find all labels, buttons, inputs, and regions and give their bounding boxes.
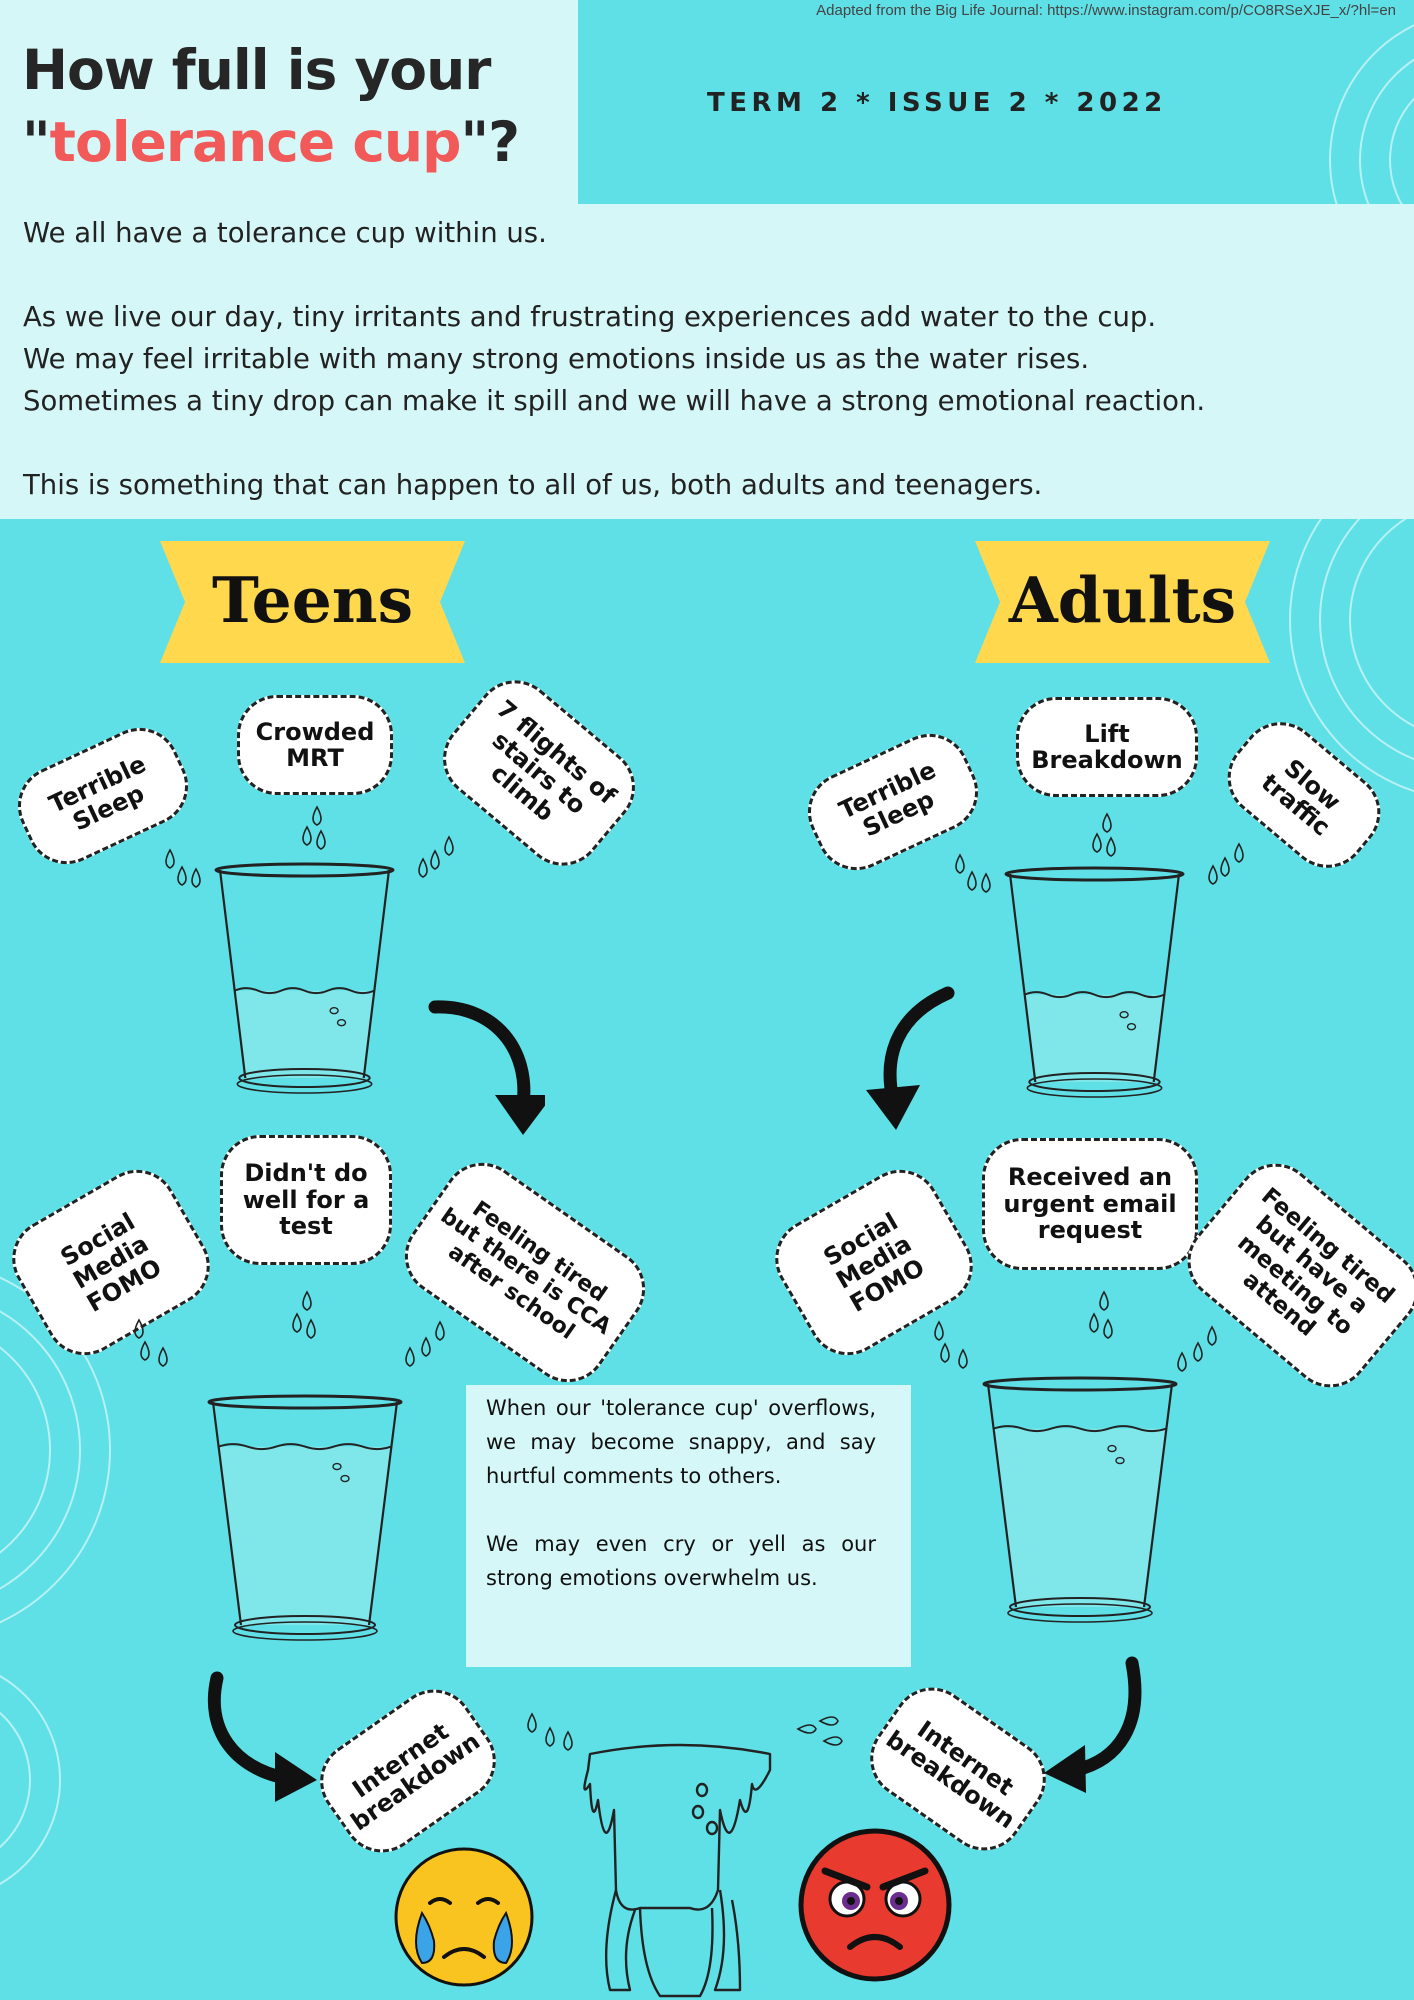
- intro-paragraph-2-line-1: As we live our day, tiny irritants and frustrating experiences add water to the cup.: [23, 301, 1157, 333]
- title-quote-open: ": [22, 110, 50, 174]
- adults-stressor-bubble: Terrible Sleep: [795, 721, 991, 883]
- intro-paragraph-3: This is something that can happen to all of us, both adults and teenagers.: [23, 469, 1043, 501]
- water-drops-icon: [285, 1290, 325, 1345]
- adults-stressor-bubble: Lift Breakdown: [1016, 697, 1198, 797]
- teens-final-trigger-bubble: Internet breakdown: [305, 1674, 512, 1868]
- overflowing-cup-icon: [580, 1740, 780, 2000]
- intro-paragraph-1: We all have a tolerance cup within us.: [23, 217, 547, 249]
- water-drops-icon: [1205, 842, 1255, 887]
- teens-heading: Teens: [211, 563, 414, 637]
- title-panel: [0, 0, 578, 204]
- water-drops-icon: [1172, 1325, 1227, 1375]
- water-drops-icon: [125, 1318, 180, 1373]
- info-paragraph-1: When our 'tolerance cup' overflows, we may become snappy, and say hurtful comments to others.: [486, 1396, 876, 1488]
- curved-arrow-icon: [205, 1670, 320, 1805]
- teens-stressor-bubble: Crowded MRT: [237, 695, 393, 795]
- curved-arrow-icon: [425, 995, 545, 1140]
- water-drops-icon: [790, 1715, 850, 1755]
- plastic-cup-icon: [980, 1372, 1180, 1627]
- angry-face-emoji: [795, 1825, 955, 1985]
- intro-panel: [0, 204, 1414, 519]
- adults-stressor-bubble: Slow traffic: [1211, 706, 1396, 884]
- page-title-line1: How full is your: [22, 38, 491, 102]
- teens-stressor-bubble: Social Media FOMO: [0, 1155, 224, 1370]
- teens-stressor-bubble: Feeling tired but there is CCA after school: [389, 1147, 661, 1398]
- crying-face-emoji: [392, 1845, 537, 1990]
- water-drops-icon: [520, 1710, 580, 1760]
- water-drops-icon: [160, 845, 210, 890]
- plastic-cup-icon: [212, 858, 397, 1098]
- plastic-cup-icon: [205, 1390, 405, 1645]
- adults-final-trigger-bubble: Internet breakdown: [855, 1672, 1062, 1866]
- page-title-line2: [22, 110, 519, 174]
- title-accent: tolerance cup: [49, 110, 461, 174]
- water-drops-icon: [295, 805, 335, 855]
- adults-stressor-bubble: Social Media FOMO: [761, 1155, 988, 1370]
- curved-arrow-icon: [1040, 1655, 1145, 1800]
- water-drops-icon: [415, 835, 465, 880]
- water-drops-icon: [925, 1320, 980, 1375]
- water-drops-icon: [400, 1320, 455, 1370]
- adults-stressor-bubble: Received an urgent email request: [982, 1138, 1198, 1270]
- intro-paragraph-2-line-3: Sometimes a tiny drop can make it spill and we will have a strong emotional reaction.: [23, 385, 1206, 417]
- teens-stressor-bubble: Terrible Sleep: [5, 715, 201, 877]
- issue-label: TERM 2 * ISSUE 2 * 2022: [707, 88, 1167, 118]
- adults-stressor-bubble: Feeling tired but have a meeting to attend: [1171, 1147, 1414, 1403]
- source-credit: Adapted from the Big Life Journal: https://www.instagram.com/p/CO8RSeXJE_x/?hl=en: [816, 2, 1396, 19]
- teens-stressor-bubble: Didn't do well for a test: [220, 1135, 392, 1265]
- water-drops-icon: [1085, 812, 1125, 862]
- water-drops-icon: [950, 850, 1000, 895]
- teens-stressor-bubble: 7 flights of stairs to climb: [427, 664, 652, 882]
- info-paragraph-2: We may even cry or yell as our strong emotions overwhelm us.: [486, 1532, 876, 1590]
- water-drops-icon: [1082, 1290, 1122, 1345]
- teens-ribbon: [160, 541, 465, 663]
- curved-arrow-icon: [858, 985, 963, 1135]
- intro-paragraph-2-line-2: We may feel irritable with many strong emotions inside us as the water rises.: [23, 343, 1090, 375]
- plastic-cup-icon: [1002, 862, 1187, 1102]
- title-quote-close: "?: [460, 110, 520, 174]
- info-panel: [466, 1385, 911, 1667]
- adults-ribbon: [975, 541, 1270, 663]
- adults-heading: Adults: [1008, 563, 1237, 637]
